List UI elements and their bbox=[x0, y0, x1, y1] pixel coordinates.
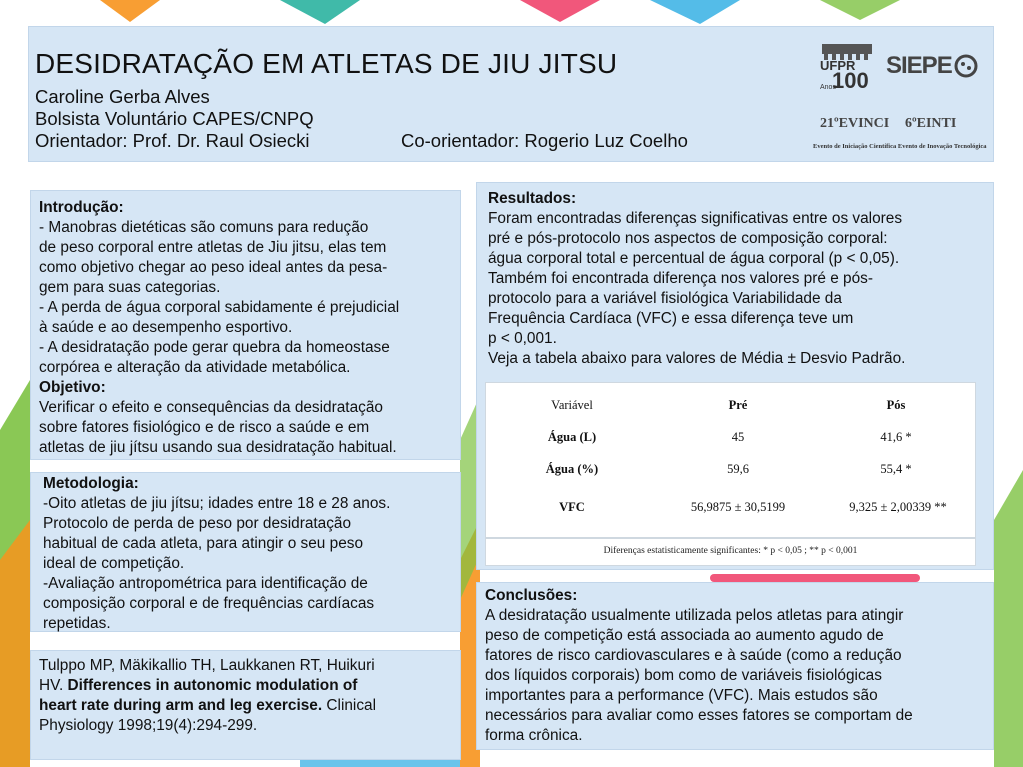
table-cell: 59,6 bbox=[727, 462, 749, 476]
poster-title: DESIDRATAÇÃO EM ATLETAS DE JIU JITSU bbox=[35, 48, 618, 79]
author-name: Caroline Gerba Alves bbox=[35, 86, 210, 107]
table-row-label: Água (L) bbox=[547, 430, 597, 444]
conclusions-text: Conclusões: A desidratação usualmente utilizada pelos atletas para atingir peso de competição está associada ao aumento agudo de fatores de risco cardiovasculares e à saúde (como a redução dos líquidos corporais) bom como de variáveis fisiológicas importantes para a performance (VFC). Mais estudos são necessários para avaliar como esses fatores se comportam de forma crônica. bbox=[485, 587, 913, 744]
siepe-logo: SIEPE bbox=[886, 52, 986, 86]
table-footnote: Diferenças estatisticamente significantes: * p < 0,05 ; ** p < 0,001 bbox=[485, 538, 976, 566]
table-cell: 55,4 * bbox=[880, 462, 912, 476]
einti-logo: 6ºEINTI bbox=[905, 116, 957, 131]
coadvisor: Co-orientador: Rogerio Luz Coelho bbox=[401, 130, 688, 151]
table-cell: 45 bbox=[731, 430, 745, 444]
table-header-pos: Pós bbox=[886, 398, 906, 412]
objective-heading: Objetivo: bbox=[39, 379, 106, 396]
ufpr-logo: UFPR 100 Anos bbox=[818, 42, 878, 98]
advisor: Orientador: Prof. Dr. Raul Osiecki bbox=[35, 130, 310, 151]
table-cell: 9,325 ± 2,00339 ** bbox=[849, 500, 947, 514]
method-heading: Metodologia: bbox=[43, 475, 139, 492]
table-row-label: VFC bbox=[559, 500, 585, 514]
table-header-variable: Variável bbox=[551, 398, 593, 412]
table-cell: 56,9875 ± 30,5199 bbox=[690, 500, 786, 514]
intro-text: Introdução: - Manobras dietéticas são comuns para redução de peso corporal entre atletas de Jiu jitsu, elas tem como objetivo chegar ao peso ideal antes da pesa- gem para suas categorias. - A perda de água corporal sabidamente é prejudicial à saúde e ao desempenho esportivo. - A desidratação pode gerar quebra da homeostase corpórea e alteração da atividade metabólica. Objetivo: Verificar o efeito e consequências da desidratação sobre fatores fisiológico e de risco a saúde e em atletas de jiu jítsu usando sua desidratação habitual. bbox=[39, 199, 400, 456]
conclusions-heading: Conclusões: bbox=[485, 587, 578, 604]
table-header-pre: Pré bbox=[728, 398, 748, 412]
reference-text: Tulppo MP, Mäkikallio TH, Laukkanen RT, Huikuri HV. Differences in autonomic modulation of heart rate during arm and leg exercise. Clinical Physiology 1998;19(4):294-299. bbox=[39, 657, 377, 734]
author-role: Bolsista Voluntário CAPES/CNPQ bbox=[35, 108, 314, 129]
method-text: Metodologia: -Oito atletas de jiu jítsu; idades entre 18 e 28 anos. Protocolo de perda de peso por desidratação habitual de cada atleta, para atingir o seu peso ideal de competição. -Avaliação antropométrica para identificação de composição corporal e de frequências cardíacas repetidas. bbox=[43, 475, 391, 632]
events-caption: Evento de Iniciação Científica Evento de Inovação Tecnológica bbox=[813, 143, 987, 150]
table-row-label: Água (%) bbox=[545, 462, 599, 476]
table-cell: 41,6 * bbox=[880, 430, 912, 444]
results-heading: Resultados: bbox=[488, 190, 577, 207]
intro-heading: Introdução: bbox=[39, 199, 124, 216]
siepe-emblem-icon bbox=[954, 54, 978, 78]
results-text: Resultados: Foram encontradas diferenças significativas entre os valores pré e pós-protocolo nos aspectos de composição corporal: água corporal total e percentual de água corporal (p < 0,05). Também foi encontrada diferença nos valores pré e pós- protocolo para a variável fisiológica Variabilidade da Frequência Cardíaca (VFC) e essa diferença teve um p < 0,001. Veja a tabela abaixo para valores de Média ± Desvio Padrão. bbox=[488, 190, 906, 367]
evinci-logo: 21ºEVINCI bbox=[820, 116, 890, 131]
